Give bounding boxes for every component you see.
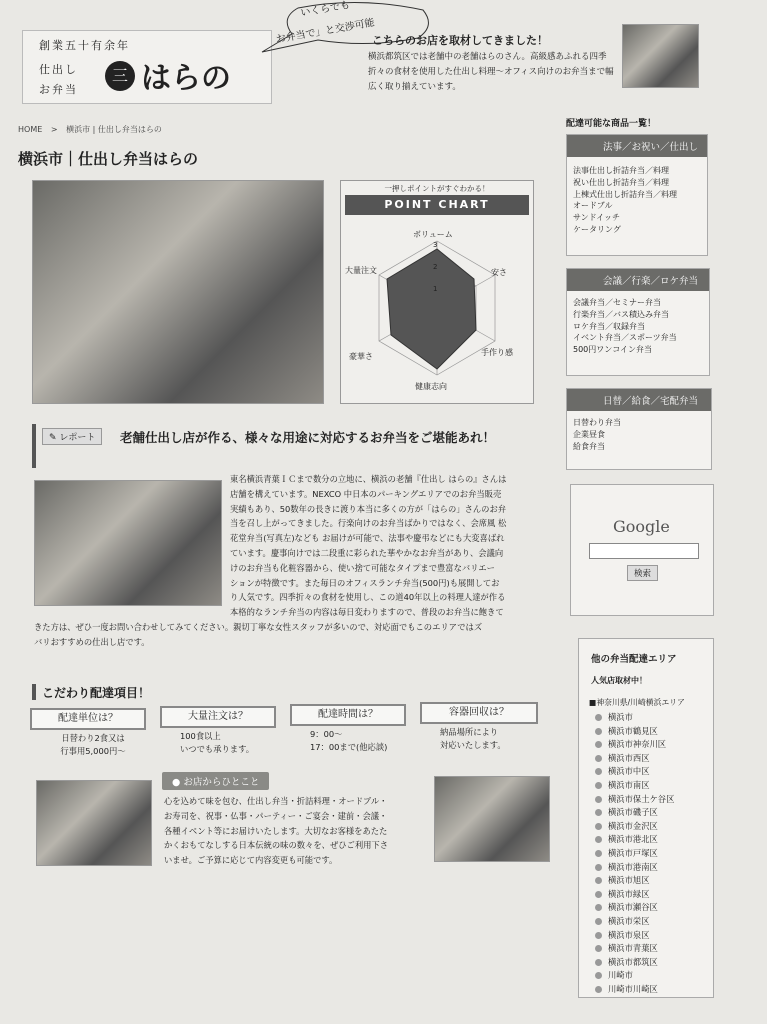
category-item[interactable]: 会議弁当／セミナー弁当 (573, 298, 661, 307)
food-photo-left (36, 780, 152, 866)
area-item-label: 横浜市磯子区 (608, 807, 658, 818)
area-item[interactable] (595, 738, 674, 752)
delivery-unit-label: 配達単位は？ (30, 708, 146, 730)
delivery-unit-line1: 日替わり2食又は (61, 733, 125, 743)
area-list (595, 711, 674, 996)
bullet-icon (595, 768, 602, 775)
handwritten-note-2: お弁当で」と交渉可能 (275, 17, 376, 46)
report-line: ています。慶事向けでは二段重に彩られた華やかなお弁当があり、会議向 (230, 547, 504, 558)
message-line: かくおもてなしする日本伝統の味の数々を、ぜひご利用下さ (164, 840, 389, 851)
area-item[interactable] (595, 793, 674, 807)
area-featured: 人気店取材中！ (591, 676, 647, 685)
bullet-icon (595, 836, 602, 843)
chart-axis-volume: ボリューム (413, 230, 453, 239)
report-line: バリおすすめの仕出し店です。 (34, 636, 150, 647)
bullet-icon (595, 918, 602, 925)
dot-icon: ● (172, 777, 181, 788)
bullet-icon (595, 877, 602, 884)
category-item[interactable]: 上棟式仕出し折詰弁当／料理 (573, 189, 677, 199)
interview-text: 横浜都筑区では老舗中の老舗はらのさん。高級感あふれる四季折々の食材を使用した仕出し料理〜オフィス向けのお弁当まで幅広く取り揃えています。 (368, 52, 614, 92)
report-line: 東名横浜青葉ＩＣまで数分の立地に、横浜の老舗『仕出し はらの』さんは (230, 474, 507, 484)
area-item-label: 横浜市港北区 (608, 834, 658, 845)
area-item-label: 横浜市緑区 (608, 888, 650, 899)
area-item[interactable] (595, 915, 674, 929)
area-item-label: 横浜市港南区 (608, 861, 658, 872)
message-line: お寿司を、祝事・仏事・パーティー・ご宴会・建前・会議・ (164, 810, 388, 821)
area-item[interactable] (595, 833, 674, 847)
message-line: いませ。ご予算に応じて内容変更も可能です。 (164, 855, 338, 866)
bullet-icon (595, 755, 602, 762)
logo-mark-icon: 三 (105, 61, 135, 91)
area-item[interactable] (595, 942, 674, 956)
bullet-icon (595, 864, 602, 871)
chart-axis-luxury: 豪華さ (349, 352, 373, 361)
report-body-bottom (34, 620, 554, 650)
sidebar-title: 配達可能な商品一覧！ (566, 119, 657, 129)
category-box-ceremony (566, 134, 708, 256)
report-body-top (230, 472, 550, 620)
owner-photo (622, 24, 699, 88)
bullet-icon (595, 809, 602, 816)
area-item[interactable] (595, 820, 674, 834)
area-item[interactable] (595, 779, 674, 793)
category-head-daily[interactable]: 日替／給食／宅配弁当 (567, 389, 711, 411)
chart-title: POINT CHART (345, 195, 529, 215)
container-collection-line1: 納品場所により (440, 727, 499, 737)
area-item[interactable] (595, 969, 674, 983)
area-item[interactable] (595, 983, 674, 997)
category-item[interactable]: オードブル (573, 201, 613, 211)
breadcrumb-separator: | (92, 125, 96, 134)
category-item[interactable]: イベント弁当／スポーツ弁当 (573, 333, 677, 343)
container-collection-line2: 対応いたします。 (440, 740, 506, 750)
area-item-label: 横浜市神奈川区 (608, 739, 667, 750)
area-item-label: 横浜市南区 (608, 779, 650, 790)
area-title: 他の弁当配達エリア (591, 654, 677, 665)
bullet-icon (595, 850, 602, 857)
area-item[interactable] (595, 765, 674, 779)
delivery-time-line2: 17：00まで(他応談) (310, 742, 388, 752)
point-chart (340, 180, 534, 404)
interview-title: こちらのお店を取材してきました！ (372, 34, 548, 47)
area-item[interactable] (595, 725, 674, 739)
category-item[interactable]: 法事仕出し折詰弁当／料理 (573, 166, 669, 175)
bullet-icon (595, 904, 602, 911)
report-line: ションが特徴です。また毎日のオフィスランチ弁当(500円)も展開してお (230, 577, 500, 588)
chart-axis-cheap: 安さ (491, 268, 507, 277)
category-item[interactable]: 給食弁当 (573, 441, 605, 451)
report-divider (32, 424, 36, 468)
area-item[interactable] (595, 929, 674, 943)
chart-scale-3: 3 (433, 241, 438, 249)
bullet-icon (595, 959, 602, 966)
category-item[interactable]: 日替わり弁当 (573, 418, 621, 427)
area-item-label: 横浜市青葉区 (608, 943, 658, 954)
area-item[interactable] (595, 847, 674, 861)
container-collection-text (440, 726, 560, 752)
report-line: けのお弁当も化粧容器から、使い捨て可能なタイプまで豊富なバリエー (230, 562, 495, 573)
area-item[interactable] (595, 861, 674, 875)
shokado-bento-photo (34, 480, 222, 606)
delivery-unit-line2: 行事用5,000円〜 (60, 746, 126, 756)
report-tag-label: レポート (59, 433, 96, 443)
radar-area (387, 249, 476, 369)
message-tag (162, 772, 269, 790)
logo-line2: お弁当 (39, 83, 78, 96)
breadcrumb-separator: > (50, 125, 58, 134)
category-item[interactable]: ケータリング (573, 224, 621, 234)
message-tag-label: お店からひとこと (183, 777, 260, 788)
category-box-meeting (566, 268, 710, 376)
message-body (164, 794, 434, 868)
search-button[interactable]: 検索 (627, 565, 658, 581)
chart-axis-bulk: 大量注文 (345, 266, 377, 275)
area-item-label: 横浜市旭区 (608, 875, 650, 886)
area-item[interactable] (595, 956, 674, 970)
logo-tagline: 創業五十有余年 (39, 39, 130, 52)
category-item[interactable]: 行楽弁当／バス積込み弁当 (573, 309, 669, 319)
pencil-icon: ✎ (49, 433, 57, 443)
delivery-time-text (310, 728, 430, 754)
bullet-icon (595, 782, 602, 789)
area-item[interactable] (595, 752, 674, 766)
report-line: 本格的なランチ弁当の内容は毎日変わりますので、普段のお弁当に飽きて (230, 607, 504, 618)
breadcrumb-shop: 仕出し弁当はらの (97, 125, 162, 134)
category-box-daily (566, 388, 712, 470)
message-line: 心を込めて味を包む、仕出し弁当・折詰料理・オードブル・ (164, 796, 388, 806)
chart-scale-1: 1 (433, 285, 438, 293)
delivery-unit-text (34, 732, 152, 758)
google-search-box (570, 484, 714, 616)
area-item-label: 横浜市 (608, 712, 633, 722)
delivery-time-label: 配達時間は？ (290, 704, 406, 726)
area-item[interactable] (595, 874, 674, 888)
area-item-label: 川崎市川崎区 (608, 983, 658, 994)
bento-main-photo (32, 180, 324, 404)
breadcrumb-city[interactable]: 横浜市 (66, 125, 91, 134)
report-line: 当を召し上がってきました。行楽向けのお弁当ばかりではなく、会席風 松 (230, 518, 507, 529)
bullet-icon (595, 972, 602, 979)
handwritten-note-1: いくらでも (299, 0, 351, 20)
area-item-label: 横浜市中区 (608, 766, 650, 777)
category-item[interactable]: ロケ弁当／収録弁当 (573, 321, 645, 331)
category-item[interactable]: 祝い仕出し折詰弁当／料理 (573, 177, 669, 187)
area-item-label: 横浜市都筑区 (608, 956, 658, 967)
breadcrumb (18, 124, 162, 135)
report-line: り人気です。四季折々の食材を使用し、この道40年以上の料理人達が作る (230, 592, 506, 603)
report-line: 実績もあり、50数年の長きに渡り本当に多くの方が「はらの」さんのお弁 (230, 503, 507, 514)
area-item[interactable] (595, 901, 674, 915)
chart-scale-2: 2 (433, 263, 438, 271)
food-photo-right (434, 776, 550, 862)
delivery-divider (32, 684, 36, 700)
breadcrumb-home[interactable]: HOME (18, 125, 43, 134)
page-title: 横浜市｜仕出し弁当はらの (18, 150, 199, 168)
area-item-label: 横浜市瀬谷区 (608, 902, 658, 913)
report-line: 店舗を構えています。NEXCO 中日本のパーキングエリアでのお弁当販売 (230, 488, 502, 499)
bullet-icon (595, 714, 602, 721)
area-item[interactable] (595, 888, 674, 902)
bulk-order-line1: 100食以上 (180, 731, 221, 741)
category-item[interactable]: 企業昼食 (573, 429, 605, 439)
area-item-label: 横浜市栄区 (608, 915, 650, 926)
bulk-order-label: 大量注文は？ (160, 706, 276, 728)
area-item-label: 横浜市西区 (608, 752, 650, 763)
container-collection-label: 容器回収は？ (420, 702, 538, 724)
message-line: 各種イベント等にお届けいたします。大切なお客様をあたた (164, 825, 388, 836)
report-line: 花堂弁当(写真左)なども お届けが可能で、法事や慶弔などにも大変喜ばれ (230, 533, 505, 544)
shop-logo (22, 30, 272, 104)
bullet-icon (595, 932, 602, 939)
area-item-label: 横浜市保土ケ谷区 (608, 793, 675, 804)
area-item-label: 横浜市戸塚区 (608, 847, 658, 858)
category-item[interactable]: サンドイッチ (573, 213, 621, 223)
area-item-label: 横浜市泉区 (608, 929, 650, 940)
bullet-icon (595, 945, 602, 952)
chart-axis-healthy: 健康志向 (415, 382, 447, 391)
delivery-area-box (578, 638, 714, 998)
category-head-meeting[interactable]: 会議／行楽／ロケ弁当 (567, 269, 709, 291)
area-item-label: 横浜市鶴見区 (608, 725, 658, 736)
report-title: 老舗仕出し店が作る、様々な用途に対応するお弁当をご堪能あれ！ (120, 430, 496, 445)
bullet-icon (595, 728, 602, 735)
area-item[interactable] (595, 711, 674, 725)
google-logo: Google (613, 517, 670, 536)
logo-line1: 仕出し (39, 63, 78, 76)
area-item[interactable] (595, 806, 674, 820)
bullet-icon (595, 986, 602, 993)
area-item-label: 川崎市 (608, 970, 633, 981)
bullet-icon (595, 741, 602, 748)
delivery-heading: こだわり配達項目！ (42, 686, 151, 700)
logo-name: はらの (141, 61, 231, 96)
report-line: きた方は、ぜひ一度お問い合わせしてみてください。親切丁寧な女性スタッフが多いので、対応面でもこのエリアではズ (34, 622, 483, 632)
delivery-time-line1: 9：00〜 (310, 729, 343, 739)
area-item-label: 横浜市金沢区 (608, 820, 658, 831)
category-item[interactable]: 500円ワンコイン弁当 (573, 345, 653, 355)
bulk-order-line2: いつでも承ります。 (180, 744, 255, 754)
chart-axis-handmade: 手作り感 (481, 348, 513, 357)
chart-subtitle: 一押しポイントがすぐわかる！ (384, 184, 490, 193)
bullet-icon (595, 891, 602, 898)
category-head-ceremony[interactable]: 法事／お祝い／仕出し (567, 135, 707, 157)
bulk-order-text (180, 730, 300, 756)
bullet-icon (595, 796, 602, 803)
area-region: ■神奈川県/川崎横浜エリア (589, 698, 685, 707)
bullet-icon (595, 823, 602, 830)
search-input[interactable] (589, 543, 699, 559)
